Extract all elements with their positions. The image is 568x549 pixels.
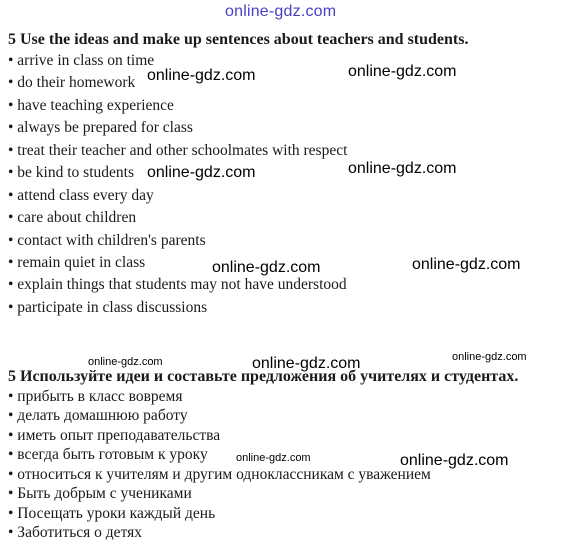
english-item: • always be prepared for class	[8, 119, 193, 136]
watermark: online-gdz.com	[147, 67, 256, 84]
watermark: online-gdz.com	[348, 160, 457, 177]
russian-item: • Заботиться о детях	[8, 524, 143, 541]
watermark: online-gdz.com	[236, 452, 311, 464]
english-item: • explain things that students may not have understood	[8, 276, 347, 293]
russian-item: • Посещать уроки каждый день	[8, 505, 216, 522]
english-item: • do their homework	[8, 74, 136, 91]
english-item: • treat their teacher and other schoolmates with respect	[8, 142, 348, 159]
english-item: • participate in class discussions	[8, 299, 208, 316]
english-item: • be kind to students	[8, 164, 134, 181]
russian-item: • всегда быть готовым к уроку	[8, 446, 208, 463]
watermark: online-gdz.com	[212, 259, 321, 276]
russian-item: • Быть добрым с учениками	[8, 485, 192, 502]
english-item: • remain quiet in class	[8, 254, 146, 271]
russian-item: • относиться к учителям и другим одноклассникам с уважением	[8, 466, 431, 483]
watermark: online-gdz.com	[412, 256, 521, 273]
watermark: online-gdz.com	[348, 63, 457, 80]
watermark: online-gdz.com	[452, 351, 527, 363]
russian-heading: 5 Используйте идеи и составьте предложения об учителях и студентах.	[8, 368, 519, 385]
english-heading: 5 Use the ideas and make up sentences about teachers and students.	[8, 31, 469, 48]
english-item: • arrive in class on time	[8, 52, 155, 69]
russian-item: • прибыть в класс вовремя	[8, 388, 183, 405]
russian-item: • делать домашнюю работу	[8, 407, 188, 424]
watermark: online-gdz.com	[88, 356, 163, 368]
english-item: • have teaching experience	[8, 97, 174, 114]
english-item: • care about children	[8, 209, 137, 226]
russian-item: • иметь опыт преподавательства	[8, 427, 221, 444]
watermark: online-gdz.com	[147, 164, 256, 181]
watermark: online-gdz.com	[252, 355, 361, 372]
english-item: • attend class every day	[8, 187, 154, 204]
watermark: online-gdz.com	[225, 3, 337, 20]
english-item: • contact with children's parents	[8, 232, 206, 249]
watermark: online-gdz.com	[400, 452, 509, 469]
